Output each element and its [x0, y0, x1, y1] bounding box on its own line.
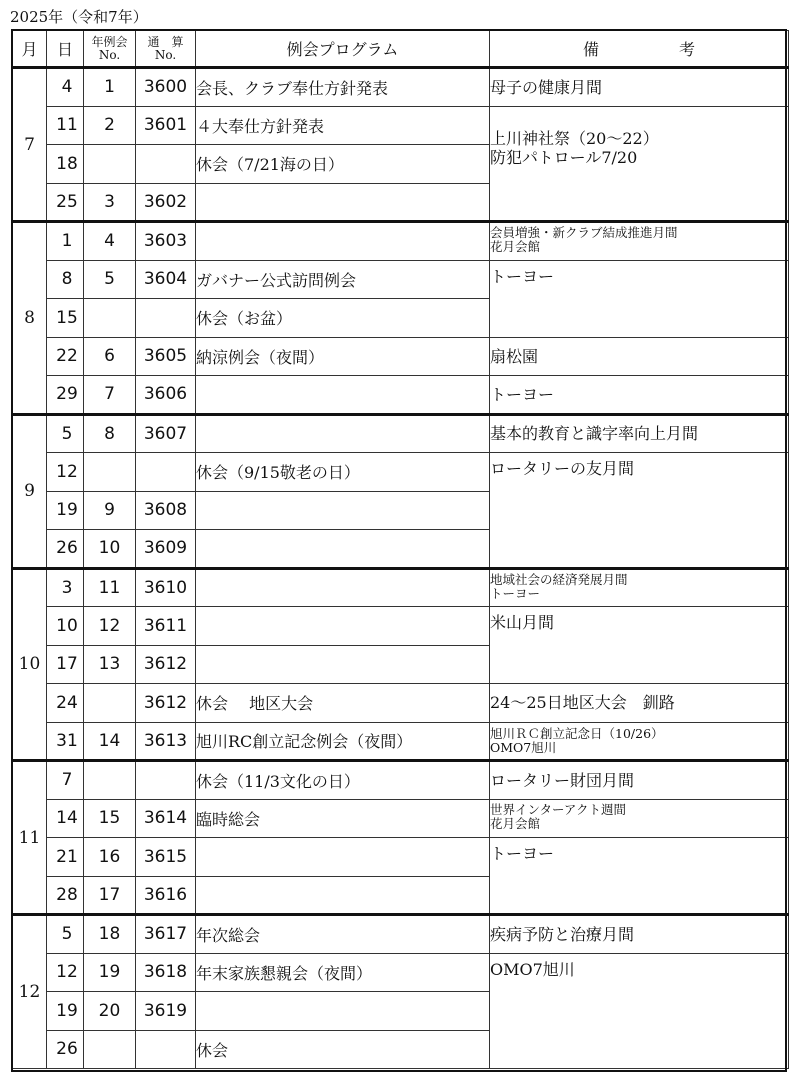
header-yearly-no: [84, 31, 136, 68]
total-no-cell: 3608: [136, 491, 196, 530]
program-cell: 旭川RC創立記念例会（夜間）: [196, 722, 490, 761]
program-cell: ガバナー公式訪問例会: [196, 260, 490, 299]
day-cell: 4: [47, 68, 84, 107]
remarks-cell: 扇松園: [490, 337, 789, 376]
remarks-line: 会員増強・新クラブ結成推進月間: [490, 225, 678, 240]
yearly-no-cell: 12: [84, 607, 136, 646]
day-cell: 11: [47, 106, 84, 145]
program-cell: [196, 838, 490, 877]
yearly-no-cell: 5: [84, 260, 136, 299]
yearly-no-cell: 16: [84, 838, 136, 877]
yearly-no-cell: 9: [84, 491, 136, 530]
day-cell: 25: [47, 183, 84, 222]
yearly-no-cell: 11: [84, 568, 136, 607]
header-total-no: [136, 31, 196, 68]
remarks-cell: [490, 222, 789, 261]
program-cell: 年次総会: [196, 915, 490, 954]
total-no-cell: 3610: [136, 568, 196, 607]
yearly-no-cell: 17: [84, 876, 136, 915]
table-row: [13, 684, 789, 723]
table-row: [13, 106, 789, 145]
table-row: [13, 838, 789, 877]
program-cell: [196, 183, 490, 222]
remarks-cell: トーヨー: [490, 838, 789, 915]
program-cell: [196, 568, 490, 607]
table-row: [13, 68, 789, 107]
program-cell: [196, 645, 490, 684]
header-yearly-no-line1: 年例会: [91, 34, 128, 49]
yearly-no-cell: 4: [84, 222, 136, 261]
remarks-cell: 基本的教育と識字率向上月間: [490, 414, 789, 453]
yearly-no-cell: 15: [84, 799, 136, 838]
schedule-table: [12, 30, 789, 1069]
total-no-cell: 3619: [136, 992, 196, 1031]
program-cell: 休会（11/3文化の日）: [196, 761, 490, 800]
month-cell: 12: [13, 915, 47, 1069]
total-no-cell: 3613: [136, 722, 196, 761]
total-no-cell: [136, 761, 196, 800]
remarks-cell: 疾病予防と治療月間: [490, 915, 789, 954]
header-yearly-no-line2: No.: [98, 47, 121, 62]
yearly-no-cell: [84, 761, 136, 800]
day-cell: 15: [47, 299, 84, 338]
program-cell: [196, 376, 490, 415]
day-cell: 29: [47, 376, 84, 415]
remarks-cell: ロータリーの友月間: [490, 453, 789, 569]
day-cell: 1: [47, 222, 84, 261]
day-cell: 24: [47, 684, 84, 723]
table-row: [13, 761, 789, 800]
yearly-no-cell: [84, 684, 136, 723]
total-no-cell: 3605: [136, 337, 196, 376]
remarks-line: OMO7旭川: [490, 739, 557, 755]
remarks-line: 防犯パトロール7/20: [490, 147, 638, 167]
program-cell: [196, 992, 490, 1031]
program-cell: [196, 607, 490, 646]
header-day: 日: [47, 31, 84, 68]
remarks-cell: 母子の健康月間: [490, 68, 789, 107]
program-cell: [196, 222, 490, 261]
total-no-cell: [136, 299, 196, 338]
day-cell: 22: [47, 337, 84, 376]
day-cell: 3: [47, 568, 84, 607]
remarks-cell: 米山月間: [490, 607, 789, 684]
day-cell: 31: [47, 722, 84, 761]
total-no-cell: 3600: [136, 68, 196, 107]
month-cell: 9: [13, 414, 47, 568]
month-cell: 10: [13, 568, 47, 761]
remarks-cell: トーヨー: [490, 376, 789, 415]
yearly-no-cell: 6: [84, 337, 136, 376]
yearly-no-cell: [84, 1030, 136, 1069]
remarks-cell: ロータリー財団月間: [490, 761, 789, 800]
table-row: [13, 376, 789, 415]
table-row: [13, 607, 789, 646]
yearly-no-cell: 10: [84, 530, 136, 569]
total-no-cell: 3601: [136, 106, 196, 145]
program-cell: 休会: [196, 1030, 490, 1069]
remarks-cell: [490, 106, 789, 222]
table-row: [13, 337, 789, 376]
total-no-cell: 3611: [136, 607, 196, 646]
remarks-line: 世界インターアクト週間: [490, 801, 627, 817]
header-row: [13, 31, 789, 68]
header-program: 例会プログラム: [196, 31, 490, 68]
day-cell: 5: [47, 414, 84, 453]
yearly-no-cell: 7: [84, 376, 136, 415]
total-no-cell: 3617: [136, 915, 196, 954]
remarks-cell: トーヨー: [490, 260, 789, 337]
program-cell: [196, 530, 490, 569]
remarks-cell: 24〜25日地区大会 釧路: [490, 684, 789, 723]
yearly-no-cell: 19: [84, 953, 136, 992]
program-cell: 休会（7/21海の日）: [196, 145, 490, 184]
day-cell: 12: [47, 953, 84, 992]
remarks-line: 上川神社祭（20〜22）: [490, 128, 659, 148]
header-total-no-line2: No.: [154, 47, 177, 62]
yearly-no-cell: [84, 299, 136, 338]
total-no-cell: 3618: [136, 953, 196, 992]
remarks-line: 地域社会の経済発展月間: [490, 571, 628, 587]
total-no-cell: 3612: [136, 645, 196, 684]
program-cell: 年末家族懇親会（夜間）: [196, 953, 490, 992]
yearly-no-cell: 14: [84, 722, 136, 761]
program-cell: [196, 491, 490, 530]
day-cell: 5: [47, 915, 84, 954]
total-no-cell: 3602: [136, 183, 196, 222]
program-cell: 休会（お盆）: [196, 299, 490, 338]
table-row: [13, 722, 789, 761]
day-cell: 18: [47, 145, 84, 184]
remarks-cell: [490, 799, 789, 838]
remarks-line: 花月会館: [490, 239, 541, 254]
table-row: [13, 414, 789, 453]
program-cell: 休会 地区大会: [196, 684, 490, 723]
table-row: [13, 222, 789, 261]
day-cell: 19: [47, 491, 84, 530]
table-row: [13, 953, 789, 992]
yearly-no-cell: 1: [84, 68, 136, 107]
yearly-no-cell: [84, 145, 136, 184]
program-cell: [196, 414, 490, 453]
remarks-cell: OMO7旭川: [490, 953, 789, 1069]
day-cell: 21: [47, 838, 84, 877]
month-cell: 8: [13, 222, 47, 415]
remarks-line: トーヨー: [490, 585, 541, 601]
total-no-cell: 3614: [136, 799, 196, 838]
yearly-no-cell: [84, 453, 136, 492]
program-cell: 納涼例会（夜間）: [196, 337, 490, 376]
program-cell: ４大奉仕方針発表: [196, 106, 490, 145]
total-no-cell: 3612: [136, 684, 196, 723]
day-cell: 12: [47, 453, 84, 492]
table-row: [13, 799, 789, 838]
day-cell: 7: [47, 761, 84, 800]
yearly-no-cell: 13: [84, 645, 136, 684]
total-no-cell: 3616: [136, 876, 196, 915]
day-cell: 28: [47, 876, 84, 915]
day-cell: 14: [47, 799, 84, 838]
table-row: [13, 453, 789, 492]
day-cell: 26: [47, 1030, 84, 1069]
day-cell: 10: [47, 607, 84, 646]
table-row: [13, 568, 789, 607]
day-cell: 26: [47, 530, 84, 569]
remarks-cell: [490, 722, 789, 761]
yearly-no-cell: 2: [84, 106, 136, 145]
month-cell: 7: [13, 68, 47, 222]
header-month: 月: [13, 31, 47, 68]
yearly-no-cell: 18: [84, 915, 136, 954]
yearly-no-cell: 3: [84, 183, 136, 222]
total-no-cell: [136, 453, 196, 492]
header-total-no-line1: 通 算: [147, 34, 184, 49]
page-title: 2025年（令和7年）: [10, 8, 148, 26]
total-no-cell: 3615: [136, 838, 196, 877]
total-no-cell: 3604: [136, 260, 196, 299]
remarks-line: 旭川ＲＣ創立記念日（10/26）: [490, 725, 664, 741]
program-cell: 休会（9/15敬老の日）: [196, 453, 490, 492]
table-row: [13, 260, 789, 299]
header-remarks: 備 考: [490, 31, 789, 68]
yearly-no-cell: 20: [84, 992, 136, 1031]
remarks-line: 花月会館: [490, 815, 541, 831]
yearly-no-cell: 8: [84, 414, 136, 453]
program-cell: [196, 876, 490, 915]
total-no-cell: 3607: [136, 414, 196, 453]
total-no-cell: [136, 145, 196, 184]
program-cell: 会長、クラブ奉仕方針発表: [196, 68, 490, 107]
total-no-cell: 3603: [136, 222, 196, 261]
program-cell: 臨時総会: [196, 799, 490, 838]
month-cell: 11: [13, 761, 47, 915]
remarks-cell: [490, 568, 789, 607]
day-cell: 8: [47, 260, 84, 299]
total-no-cell: 3606: [136, 376, 196, 415]
table-row: [13, 915, 789, 954]
total-no-cell: [136, 1030, 196, 1069]
day-cell: 19: [47, 992, 84, 1031]
day-cell: 17: [47, 645, 84, 684]
total-no-cell: 3609: [136, 530, 196, 569]
